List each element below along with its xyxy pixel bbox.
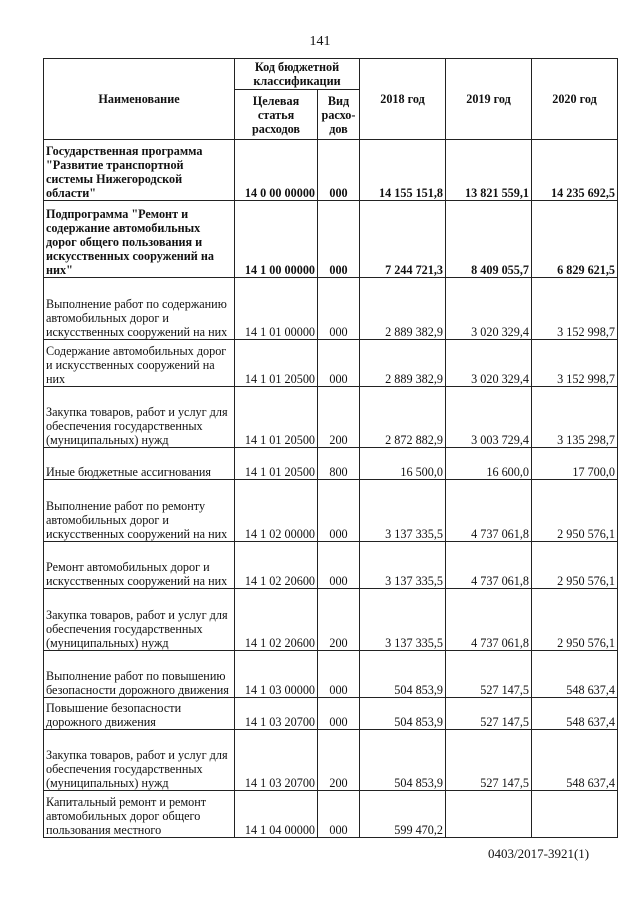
row-vid: 000 bbox=[318, 698, 360, 730]
row-2020: 3 152 998,7 bbox=[532, 278, 618, 340]
row-2019: 527 147,5 bbox=[446, 730, 532, 791]
row-2019: 13 821 559,1 bbox=[446, 140, 532, 201]
row-2019: 8 409 055,7 bbox=[446, 201, 532, 278]
row-2020: 14 235 692,5 bbox=[532, 140, 618, 201]
row-2019 bbox=[446, 791, 532, 838]
table-row bbox=[44, 791, 618, 838]
row-vid: 000 bbox=[318, 542, 360, 589]
table-row bbox=[44, 340, 618, 387]
row-vid: 200 bbox=[318, 387, 360, 448]
row-2020: 548 637,4 bbox=[532, 698, 618, 730]
row-2019: 527 147,5 bbox=[446, 651, 532, 698]
row-2020: 2 950 576,1 bbox=[532, 480, 618, 542]
row-code: 14 1 00 00000 bbox=[235, 201, 318, 278]
row-vid: 200 bbox=[318, 730, 360, 791]
row-vid: 000 bbox=[318, 140, 360, 201]
header-2020: 2020 год bbox=[532, 59, 618, 140]
budget-table bbox=[43, 58, 618, 838]
row-name: Ремонт автомобильных дорог и искусственных сооружений на них bbox=[44, 542, 235, 589]
row-name: Закупка товаров, работ и услуг для обеспечения государственных (муниципальных) нужд bbox=[44, 387, 235, 448]
row-2020: 2 950 576,1 bbox=[532, 542, 618, 589]
row-2020: 3 135 298,7 bbox=[532, 387, 618, 448]
page-number: 141 bbox=[309, 34, 331, 49]
row-2018: 16 500,0 bbox=[360, 448, 446, 480]
row-code: 14 1 03 20700 bbox=[235, 698, 318, 730]
row-vid: 000 bbox=[318, 201, 360, 278]
row-code: 14 1 01 00000 bbox=[235, 278, 318, 340]
row-2018: 3 137 335,5 bbox=[360, 589, 446, 651]
row-2018: 14 155 151,8 bbox=[360, 140, 446, 201]
row-2019: 3 020 329,4 bbox=[446, 340, 532, 387]
row-2020 bbox=[532, 791, 618, 838]
row-vid: 000 bbox=[318, 278, 360, 340]
header-target: Целевая статья расходов bbox=[235, 90, 318, 140]
row-2018: 504 853,9 bbox=[360, 730, 446, 791]
header-vid: Вид расхо-дов bbox=[318, 90, 360, 140]
table-row bbox=[44, 698, 618, 730]
row-code: 14 0 00 00000 bbox=[235, 140, 318, 201]
row-2018: 599 470,2 bbox=[360, 791, 446, 838]
row-2018: 3 137 335,5 bbox=[360, 480, 446, 542]
row-name: Повышение безопасности дорожного движения bbox=[44, 698, 235, 730]
row-2018: 504 853,9 bbox=[360, 698, 446, 730]
row-2018: 2 889 382,9 bbox=[360, 340, 446, 387]
row-vid: 000 bbox=[318, 340, 360, 387]
header-2019: 2019 год bbox=[446, 59, 532, 140]
row-vid: 200 bbox=[318, 589, 360, 651]
row-2018: 7 244 721,3 bbox=[360, 201, 446, 278]
row-name: Выполнение работ по содержанию автомобильных дорог и искусственных сооружений на них bbox=[44, 278, 235, 340]
row-name: Иные бюджетные ассигнования bbox=[44, 448, 235, 480]
row-2019: 4 737 061,8 bbox=[446, 542, 532, 589]
row-2019: 4 737 061,8 bbox=[446, 480, 532, 542]
row-vid: 000 bbox=[318, 791, 360, 838]
row-code: 14 1 02 00000 bbox=[235, 480, 318, 542]
row-code: 14 1 02 20600 bbox=[235, 542, 318, 589]
row-vid: 000 bbox=[318, 651, 360, 698]
table-row bbox=[44, 387, 618, 448]
row-name: Государственная программа "Развитие транспортной системы Нижегородской области" bbox=[44, 140, 235, 201]
row-vid: 800 bbox=[318, 448, 360, 480]
header-2018: 2018 год bbox=[360, 59, 446, 140]
row-name: Подпрограмма "Ремонт и содержание автомобильных дорог общего пользования и искусственных сооружений на них" bbox=[44, 201, 235, 278]
row-2020: 2 950 576,1 bbox=[532, 589, 618, 651]
row-2020: 17 700,0 bbox=[532, 448, 618, 480]
row-2019: 16 600,0 bbox=[446, 448, 532, 480]
document-code: 0403/2017-3921(1) bbox=[488, 846, 590, 861]
row-code: 14 1 02 20600 bbox=[235, 589, 318, 651]
table-row bbox=[44, 278, 618, 340]
row-2019: 4 737 061,8 bbox=[446, 589, 532, 651]
row-2019: 3 003 729,4 bbox=[446, 387, 532, 448]
row-2020: 548 637,4 bbox=[532, 651, 618, 698]
row-name: Содержание автомобильных дорог и искусственных сооружений на них bbox=[44, 340, 235, 387]
table-row bbox=[44, 140, 618, 201]
table-row bbox=[44, 651, 618, 698]
row-2020: 6 829 621,5 bbox=[532, 201, 618, 278]
row-2018: 3 137 335,5 bbox=[360, 542, 446, 589]
row-code: 14 1 04 00000 bbox=[235, 791, 318, 838]
table-row bbox=[44, 201, 618, 278]
table-row bbox=[44, 448, 618, 480]
row-code: 14 1 03 00000 bbox=[235, 651, 318, 698]
row-2018: 504 853,9 bbox=[360, 651, 446, 698]
row-name: Выполнение работ по ремонту автомобильных дорог и искусственных сооружений на них bbox=[44, 480, 235, 542]
row-2019: 527 147,5 bbox=[446, 698, 532, 730]
table-row bbox=[44, 480, 618, 542]
table-row bbox=[44, 589, 618, 651]
row-name: Закупка товаров, работ и услуг для обеспечения государственных (муниципальных) нужд bbox=[44, 730, 235, 791]
row-2018: 2 889 382,9 bbox=[360, 278, 446, 340]
row-code: 14 1 01 20500 bbox=[235, 340, 318, 387]
table-row bbox=[44, 730, 618, 791]
row-vid: 000 bbox=[318, 480, 360, 542]
row-name: Капитальный ремонт и ремонт автомобильных дорог общего пользования местного bbox=[44, 791, 235, 838]
header-code-group: Код бюджетной классификации bbox=[235, 59, 360, 90]
row-2020: 548 637,4 bbox=[532, 730, 618, 791]
table-row bbox=[44, 542, 618, 589]
header-name: Наименование bbox=[44, 59, 235, 140]
row-2019: 3 020 329,4 bbox=[446, 278, 532, 340]
row-name: Выполнение работ по повышению безопасности дорожного движения bbox=[44, 651, 235, 698]
row-code: 14 1 03 20700 bbox=[235, 730, 318, 791]
row-2018: 2 872 882,9 bbox=[360, 387, 446, 448]
row-code: 14 1 01 20500 bbox=[235, 448, 318, 480]
row-2020: 3 152 998,7 bbox=[532, 340, 618, 387]
row-name: Закупка товаров, работ и услуг для обеспечения государственных (муниципальных) нужд bbox=[44, 589, 235, 651]
row-code: 14 1 01 20500 bbox=[235, 387, 318, 448]
